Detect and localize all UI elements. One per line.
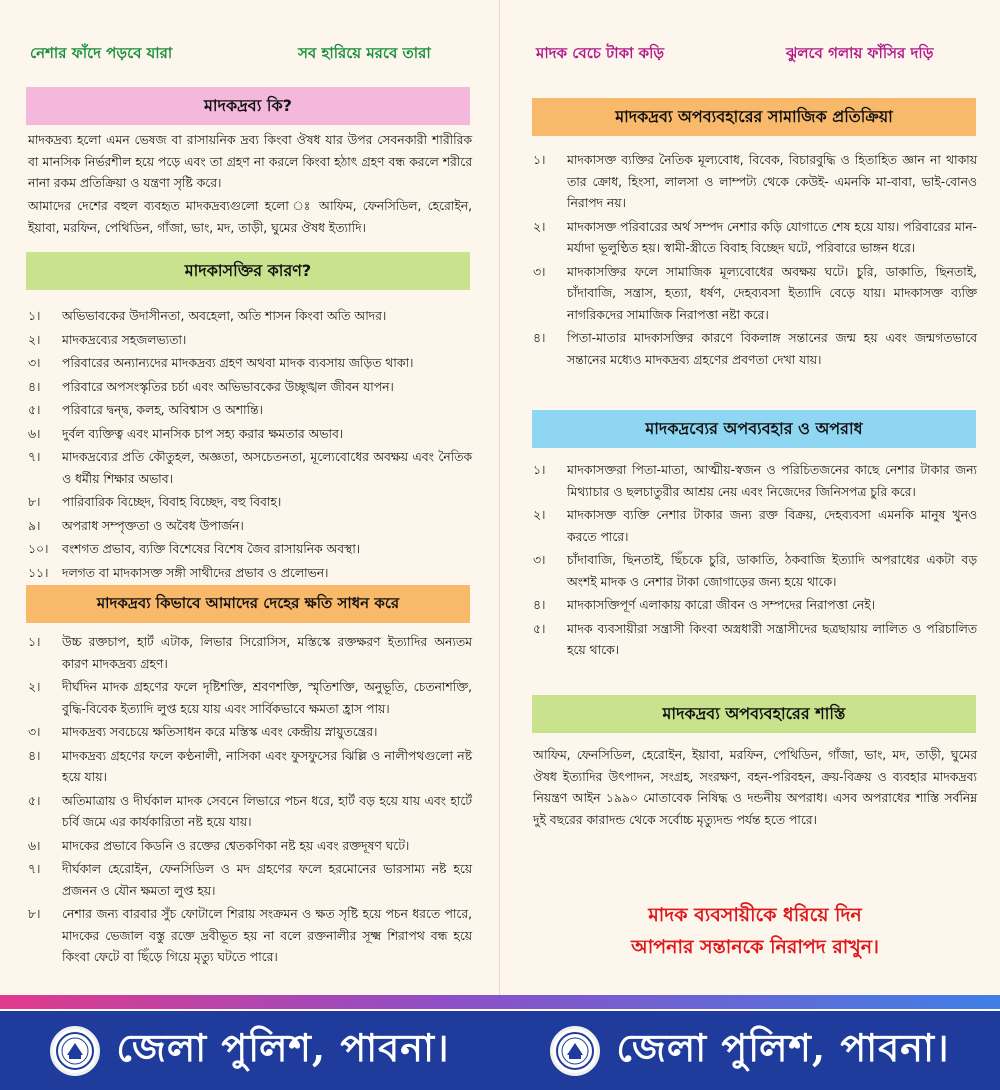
- footer-title-left: জেলা পুলিশ, পাবনা।: [116, 1024, 450, 1070]
- list-item: [533, 619, 977, 662]
- list-item-number: ৫।: [533, 621, 546, 636]
- footer-title-right: জেলা পুলিশ, পাবনা।: [616, 1024, 950, 1070]
- list-item-text: পরিবারে অপসংস্কৃতির চর্চা এবং অভিভাবকের উচ্ছৃঙ্খল জীবন যাপন।: [62, 379, 394, 394]
- slogan-right-1: মাদক বেচে টাকা কড়ি: [536, 44, 665, 62]
- list-item: [28, 632, 472, 675]
- list-item-text: মাদকাসক্তির ফলে সামাজিক মূল্যবোধের অবক্ষয় ঘটে। চুরি, ডাকাতি, ছিনতাই, চাঁদাবাজি, সন্ত্রাস, হত্যা, ধর্ষণ, দেহব্যবসা ইত্যাদি বেড়ে যায়। মাদকাসক্ত ব্যক্তি নাগরিকদের সামাজিক নিরাপত্তা নষ্টা করে।: [567, 264, 977, 322]
- list-item: [28, 722, 472, 744]
- list-item-number: ৬।: [28, 426, 41, 441]
- harm-list: [28, 632, 472, 971]
- list-item-text: উচ্চ রক্তচাপ, হার্ট এটাক, লিভার সিরোসিস, মস্তিস্কে রক্তক্ষরণ ইত্যাদির অন্যতম কারণ মাদকদ্রব্য গ্রহণ।: [62, 635, 472, 671]
- list-item-text: মাদকদ্রব্য গ্রহণের ফলে কণ্ঠনালী, নাসিকা এবং ফুসফুসের ঝিল্লি ও নালীপথগুলো নষ্ট হয়ে যায়।: [62, 748, 472, 784]
- police-emblem-icon: [550, 1026, 600, 1076]
- list-item-number: ২।: [533, 219, 546, 234]
- list-item: [28, 516, 472, 538]
- list-item-number: ৪।: [533, 331, 546, 345]
- list-item-text: বংশগত প্রভাব, ব্যক্তি বিশেষের বিশেষ জৈব রাসায়নিক অবস্থা।: [62, 542, 361, 556]
- what-is-para-1: মাদকদ্রব্য হলো এমন ভেষজ বা রাসায়নিক দ্রব্য কিংবা ঔষধ যার উপর সেবনকারী শারীরিক বা মানসিক নির্ভরশীল হয়ে পড়ে এবং তা গ্রহণ না করলে কিংবা হঠাৎ গ্রহণ বন্ধ করলে শরীরে নানা রকম প্রতিক্রিয়া ও যন্ত্রণা সৃষ্টি করে।: [28, 133, 472, 190]
- list-item-number: ১।: [28, 309, 41, 323]
- list-item: [28, 539, 472, 561]
- list-item-number: ২।: [28, 680, 41, 694]
- list-item: [28, 677, 472, 720]
- list-item: [533, 550, 977, 593]
- list-item-text: পরিবারের অন্যান্যদের মাদকদ্রব্য গ্রহণ অথবা মাদক ব্যবসায় জড়িত থাকা।: [62, 356, 414, 370]
- list-item-text: চাঁদাবাজি, ছিনতাই, ছিঁচকে চুরি, ডাকাতি, ঠকবাজি ইত্যাদি অপরাধের একটা বড় অংশই মাদক ও নেশার টাকা জোগাড়ের জন্য হয়ে থাকে।: [567, 553, 977, 589]
- heading-social: মাদকদ্রব্য অপব্যবহারের সামাজিক প্রতিক্রিয়া: [532, 98, 976, 136]
- left-panel: [0, 0, 500, 995]
- slogan-left-2: সব হারিয়ে মরবে তারা: [298, 44, 431, 62]
- list-item: [533, 595, 977, 617]
- list-item-text: মাদকাসক্ত ব্যক্তি নেশার টাকার জন্য রক্ত বিক্রয়, দেহব্যবসা এমনকি মানুষ খুনও করতে পারে।: [567, 508, 977, 544]
- list-item-text: পারিবারিক বিচ্ছেদ, বিবাহ বিচ্ছেদ, বহু বিবাহ।: [62, 495, 282, 509]
- list-item: [28, 904, 472, 969]
- warning-line-2: আপনার সন্তানকে নিরাপদ রাখুন।: [631, 936, 879, 958]
- list-item-text: মাদক ব্যবসায়ীরা সন্ত্রাসী কিংবা অস্ত্রধারী সন্ত্রাসীদের ছত্রছায়ায় লালিত ও পরিচালিত হয়ে থাকে।: [567, 621, 977, 657]
- list-item-number: ৯।: [28, 518, 41, 533]
- list-item: [28, 791, 472, 834]
- punishment-para: আফিম, ফেনসিডিল, হেরোইন, ইয়াবা, মরফিন, পেথিডিন, গাঁজা, ভাং, মদ, তাড়ী, ঘুমের ঔষধ ইত্যাদির উৎপাদন, সংগ্রহ, সংরক্ষণ, বহন-পরিবহন, ক্রয়-বিক্রয় ও ব্যবহার মাদকদ্রব্য নিয়ন্ত্রণ আইন ১৯৯০ মোতাবেক নিষিদ্ধ ও দন্ডনীয় অপরাধ। এসব অপরাধের শাস্তি সর্বনিম্ন দুই বছরের কারাদন্ড থেকে সর্বোচ্চ মৃত্যুদন্ড পর্যন্ত হতে পারে।: [533, 748, 977, 827]
- list-item-number: ১১।: [28, 565, 49, 580]
- social-list: [533, 150, 977, 373]
- list-item-number: ৩।: [28, 356, 41, 370]
- footer-left: [0, 1011, 500, 1090]
- list-item-text: মাদকাসক্তরা পিতা-মাতা, আত্মীয়-স্বজন ও পরিচিতজনের কাছে নেশার টাকার জন্য মিথ্যাচার ও ছলচাতুরীর আশ্রয় নেয় এবং নিজেদের জিনিসপত্র চুরি করে।: [567, 463, 977, 499]
- heading-causes: মাদকাসক্তির কারণ?: [26, 252, 470, 290]
- list-item-text: অভিভাবকের উদাসীনতা, অবহেলা, অতি শাসন কিংবা অতি আদর।: [62, 309, 387, 323]
- list-item-text: মাদকাসক্ত ব্যক্তির নৈতিক মূল্যবোধ, বিবেক, বিচারবুদ্ধি ও হিতাহিত জ্ঞান না থাকায় তার ক্রোধ, হিংসা, লালসা ও লাম্পট্য থেকে কেউই- এমনকি মা-বাবা, ভাই-বোনও নিরাপদ নয়।: [567, 153, 977, 210]
- list-item: [28, 563, 472, 585]
- list-item: [533, 150, 977, 215]
- list-item: [28, 746, 472, 789]
- list-item-number: ৮।: [28, 495, 41, 509]
- list-item: [533, 505, 977, 548]
- list-item-number: ৭।: [28, 450, 41, 464]
- list-item-number: ১।: [533, 463, 546, 477]
- what-is-para-2: আমাদের দেশের বহুল ব্যবহৃত মাদকদ্রব্যগুলো হলো ঃ আফিম, ফেনসিডিল, হেরোইন, ইয়াবা, মরফিন, পেথিডিন, গাঁজা, ভাং, মদ, তাড়ী, ঘুমের ঔষধ ইত্যাদি।: [28, 199, 472, 235]
- slogan-right-2: ঝুলবে গলায় ফাঁসির দড়ি: [786, 44, 934, 62]
- list-item-number: ৭।: [28, 862, 41, 876]
- right-panel: [500, 0, 1000, 995]
- list-item-number: ৫।: [28, 793, 41, 808]
- list-item: [28, 836, 472, 858]
- list-item-number: ৪।: [28, 379, 41, 394]
- list-item-number: ১০।: [28, 542, 49, 556]
- list-item: [533, 262, 977, 327]
- footer-gradient-strip: [0, 995, 1000, 1009]
- list-item: [28, 353, 472, 375]
- list-item-text: মাদকদ্রব্যের প্রতি কৌতুহল, অজ্ঞতা, অসচেতনতা, মূল্যেবোধের অবক্ষয় এবং নৈতিক ও ধর্মীয় শিক্ষার অভাব।: [62, 450, 472, 486]
- list-item: [28, 424, 472, 446]
- list-item: [533, 217, 977, 260]
- list-item-number: ৪।: [533, 598, 546, 612]
- heading-punishment: মাদকদ্রব্য অপব্যবহারের শাস্তি: [532, 695, 976, 733]
- list-item-text: পরিবারে দ্বন্দ্ব, কলহ, অবিশ্বাস ও অশান্তি।: [62, 403, 263, 417]
- list-item-number: ১।: [28, 635, 41, 649]
- causes-list: [28, 306, 472, 586]
- list-item: [28, 859, 472, 902]
- slogan-left-1: নেশার ফাঁদে পড়বে যারা: [30, 44, 173, 62]
- list-item-text: মাদকাসক্তিপূর্ণ এলাকায় কারো জীবন ও সম্পদের নিরাপত্তা নেই।: [567, 598, 875, 612]
- list-item: [28, 306, 472, 328]
- list-item-text: দুর্বল ব্যক্তিত্ব এবং মানসিক চাপ সহ্য করার ক্ষমতার অভাব।: [62, 426, 344, 441]
- list-item-text: মাদকের প্রভাবে কিডনি ও রক্তের শ্বেতকণিকা নষ্ট হয় এবং রক্তদূষণ ঘটে।: [62, 838, 410, 853]
- list-item-text: দলগত বা মাদকাসক্ত সঙ্গী সাথীদের প্রভাব ও প্রলোভন।: [62, 565, 329, 580]
- heading-harm: মাদকদ্রব্য কিভাবে আমাদের দেহের ক্ষতি সাধন করে: [26, 585, 470, 623]
- list-item-number: ৩।: [533, 553, 546, 567]
- list-item-text: মাদকাসক্ত পরিবারের অর্থ সম্পদ নেশার কড়ি যোগাতে শেষ হয়ে যায়। পরিবারের মান-মর্যাদা ভূলুণ্ঠিত হয়। স্বামী-স্ত্রীতে বিবাহ বিচ্ছেদ ঘটে, পরিবারে ভাঙ্গন ধরে।: [567, 219, 977, 255]
- list-item: [533, 460, 977, 503]
- list-item-number: ৩।: [28, 725, 41, 739]
- list-item-number: ৫।: [28, 403, 41, 417]
- list-item: [28, 377, 472, 399]
- list-item-number: ২।: [28, 332, 41, 347]
- list-item: [28, 447, 472, 490]
- list-item-number: ৪।: [28, 748, 41, 763]
- list-item-number: ৮।: [28, 907, 41, 921]
- police-emblem-icon: [50, 1026, 100, 1076]
- list-item-text: দীর্ঘদিন মাদক গ্রহণের ফলে দৃষ্টিশক্তি, শ্রবণশক্তি, স্মৃতিশক্তি, অনুভূতি, চেতনাশক্তি, বুদ্ধি-বিবেক ইত্যাদি লুপ্ত হয়ে যায় এবং সার্বিকভাবে ক্ষমতা হ্রাস পায়।: [62, 680, 472, 716]
- list-item-text: পিতা-মাতার মাদকাসক্তির কারণে বিকলাঙ্গ সন্তানের জন্ম হয় এবং জন্মগতভাবে সন্তানের মধ্যেও মাদকদ্রব্য গ্রহণের প্রবণতা দেখা যায়।: [567, 331, 977, 367]
- list-item-number: ২।: [533, 508, 546, 522]
- list-item: [533, 328, 977, 371]
- list-item-text: নেশার জন্য বারবার সুঁচ ফোটালে শিরায় সংক্রমন ও ক্ষত সৃষ্টি হয়ে পচন ধরতে পারে, মাদকের ভেজাল বস্তু রক্তে দ্রবীভূত হয় না বলে রক্তনালীর সূক্ষ্ম শিরাপথ বন্ধ হয়ে কিংবা ফেটে বা ছিঁড়ে গিয়ে মৃত্যু ঘটতে পারে।: [62, 907, 472, 964]
- list-item-text: দীর্ঘকাল হেরোইন, ফেনসিডিল ও মদ গ্রহণের ফলে হরমোনের ভারসাম্য নষ্ট হয়ে প্রজনন ও যৌন ক্ষমতা লুপ্ত হয়।: [62, 862, 472, 898]
- heading-crime: মাদকদ্রব্যের অপব্যবহার ও অপরাধ: [532, 410, 976, 448]
- warning-line-1: মাদক ব্যবসায়ীকে ধরিয়ে দিন: [648, 904, 862, 926]
- list-item-number: ৬।: [28, 838, 41, 853]
- list-item: [28, 400, 472, 422]
- list-item-number: ১।: [533, 153, 546, 167]
- heading-what-is: মাদকদ্রব্য কি?: [26, 87, 470, 125]
- list-item-text: অতিমাত্রায় ও দীর্ঘকাল মাদক সেবনে লিভারে পচন ধরে, হার্ট বড় হয়ে যায় এবং হার্টে চর্বি জমে এর কার্যকারিতা নষ্ট হয়ে যায়।: [62, 793, 472, 829]
- footer-right: [500, 1011, 1000, 1090]
- list-item: [28, 330, 472, 352]
- crime-list: [533, 460, 977, 664]
- list-item-text: মাদকদ্রব্য সবচেয়ে ক্ষতিসাধন করে মস্তিস্ক এবং কেন্দ্রীয় স্নায়ুতন্ত্রের।: [62, 725, 378, 739]
- list-item-number: ৩।: [533, 264, 546, 279]
- list-item-text: অপরাধ সম্পৃক্ততা ও অবৈধ উপার্জন।: [62, 518, 244, 533]
- list-item-text: মাদকদ্রব্যের সহজলভ্যতা।: [62, 332, 187, 347]
- list-item: [28, 492, 472, 514]
